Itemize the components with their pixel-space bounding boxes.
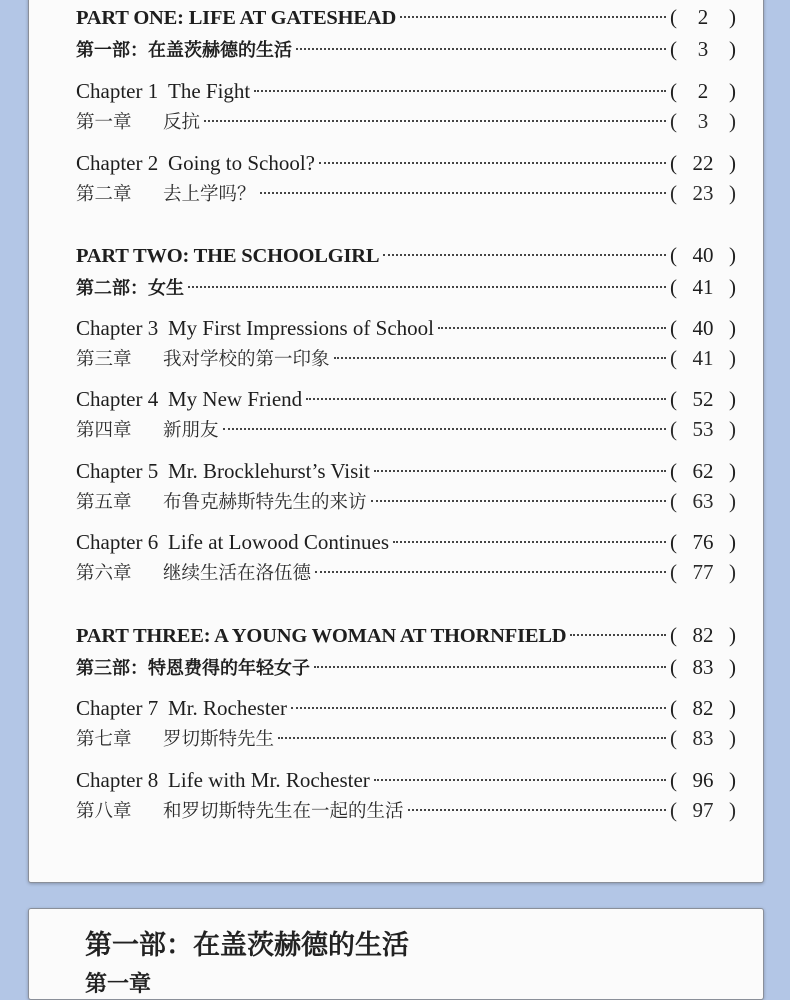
dot-leader <box>296 48 666 50</box>
chapter-entry <box>76 695 736 721</box>
next-page-preview <box>28 908 764 1000</box>
chapter-number: 第八章 <box>76 801 132 822</box>
page-number: ( 77 ) <box>670 560 736 584</box>
chapter-entry <box>76 386 736 412</box>
dot-leader <box>223 428 666 430</box>
dot-leader <box>278 737 666 739</box>
dot-leader <box>260 192 666 194</box>
part-entry <box>76 274 736 302</box>
page-number: ( 41 ) <box>670 346 736 370</box>
entry-title: The Fight <box>168 79 251 103</box>
chapter-number: Chapter 3 <box>76 316 159 340</box>
page-number: ( 82 ) <box>670 623 736 647</box>
dot-leader <box>188 286 666 288</box>
chapter-entry <box>76 416 736 444</box>
chapter-number: Chapter 1 <box>76 79 159 103</box>
dot-leader <box>374 779 666 781</box>
chapter-entry <box>76 725 736 753</box>
entry-title: PART THREE: A YOUNG WOMAN AT THORNFIELD <box>76 625 567 647</box>
chapter-number: Chapter 5 <box>76 459 159 483</box>
chapter-entry <box>76 180 736 208</box>
entry-title: 继续生活在洛伍德 <box>163 563 312 584</box>
chapter-number: Chapter 2 <box>76 151 159 175</box>
chapter-number: Chapter 7 <box>76 696 159 720</box>
entry-title: Life with Mr. Rochester <box>168 768 370 792</box>
chapter-number: Chapter 6 <box>76 530 159 554</box>
chapter-entry <box>76 488 736 516</box>
chapter-number: Chapter 8 <box>76 768 159 792</box>
dot-leader <box>254 90 666 92</box>
entry-title: Going to School? <box>168 151 315 175</box>
part-entry <box>76 4 736 31</box>
page-number: ( 2 ) <box>670 5 736 29</box>
entry-title: 新朋友 <box>163 420 219 441</box>
dot-leader <box>204 120 666 122</box>
page-number: ( 97 ) <box>670 798 736 822</box>
chapter-number: 第五章 <box>76 492 132 513</box>
part-entry <box>76 242 736 269</box>
entry-title: PART TWO: THE SCHOOLGIRL <box>76 245 380 267</box>
dot-leader <box>383 254 666 256</box>
chapter-entry <box>76 458 736 484</box>
part-entry <box>76 654 736 682</box>
dot-leader <box>306 398 666 400</box>
chapter-number: 第六章 <box>76 563 132 584</box>
entry-title: Life at Lowood Continues <box>168 530 390 554</box>
page-number: ( 41 ) <box>670 275 736 299</box>
dot-leader <box>393 541 666 543</box>
dot-leader <box>315 571 666 573</box>
entry-title: 反抗 <box>163 112 201 133</box>
part-entry <box>76 36 736 64</box>
page-number: ( 82 ) <box>670 696 736 720</box>
chapter-entry <box>76 559 736 587</box>
entry-title: 罗切斯特先生 <box>163 729 275 750</box>
dot-leader <box>319 162 666 164</box>
dot-leader <box>314 666 666 668</box>
dot-leader <box>408 809 666 811</box>
chapter-entry <box>76 767 736 793</box>
dot-leader <box>570 634 666 636</box>
part-entry <box>76 622 736 649</box>
chapter-number: 第一章 <box>76 112 132 133</box>
dot-leader <box>371 500 666 502</box>
dot-leader <box>438 327 666 329</box>
chapter-number: 第二章 <box>76 184 132 205</box>
dot-leader <box>291 707 666 709</box>
page-number: ( 83 ) <box>670 655 736 679</box>
page-number: ( 96 ) <box>670 768 736 792</box>
chapter-entry <box>76 108 736 136</box>
chapter-entry <box>76 529 736 555</box>
chapter-entry <box>76 150 736 176</box>
chapter-number: Chapter 4 <box>76 387 159 411</box>
page-number: ( 76 ) <box>670 530 736 554</box>
entry-title: 和罗切斯特先生在一起的生活 <box>163 801 404 822</box>
contents-page <box>28 0 764 883</box>
entry-title: My First Impressions of School <box>168 316 435 340</box>
chapter-heading: 第一章 <box>85 971 152 997</box>
page-number: ( 40 ) <box>670 316 736 340</box>
page-number: ( 2 ) <box>670 79 736 103</box>
entry-title: Mr. Rochester <box>168 696 287 720</box>
entry-title: 布鲁克赫斯特先生的来访 <box>163 492 367 513</box>
dot-leader <box>334 357 666 359</box>
chapter-entry <box>76 315 736 341</box>
page-number: ( 53 ) <box>670 417 736 441</box>
chapter-entry <box>76 78 736 104</box>
page-number: ( 3 ) <box>670 109 736 133</box>
chapter-entry <box>76 797 736 825</box>
entry-title: My New Friend <box>168 387 303 411</box>
page-number: ( 3 ) <box>670 37 736 61</box>
page-number: ( 52 ) <box>670 387 736 411</box>
chapter-number: 第四章 <box>76 420 132 441</box>
entry-title: Mr. Brocklehurst’s Visit <box>168 459 370 483</box>
page-number: ( 83 ) <box>670 726 736 750</box>
entry-title: 第一部：在盖茨赫德的生活 <box>76 40 292 61</box>
page-number: ( 40 ) <box>670 243 736 267</box>
chapter-number: 第三章 <box>76 349 132 370</box>
page-number: ( 62 ) <box>670 459 736 483</box>
entry-title: 第二部：女生 <box>76 278 184 299</box>
entry-title: 我对学校的第一印象 <box>163 349 330 370</box>
chapter-entry <box>76 345 736 373</box>
chapter-number: 第七章 <box>76 729 132 750</box>
entry-title: 去上学吗？ <box>163 184 256 205</box>
page-number: ( 23 ) <box>670 181 736 205</box>
page-number: ( 22 ) <box>670 151 736 175</box>
dot-leader <box>400 16 666 18</box>
part-heading: 第一部：在盖茨赫德的生活 <box>85 930 409 961</box>
entry-title: 第三部：特恩费得的年轻女子 <box>76 658 310 679</box>
page-number: ( 63 ) <box>670 489 736 513</box>
dot-leader <box>374 470 666 472</box>
entry-title: PART ONE: LIFE AT GATESHEAD <box>76 7 397 29</box>
